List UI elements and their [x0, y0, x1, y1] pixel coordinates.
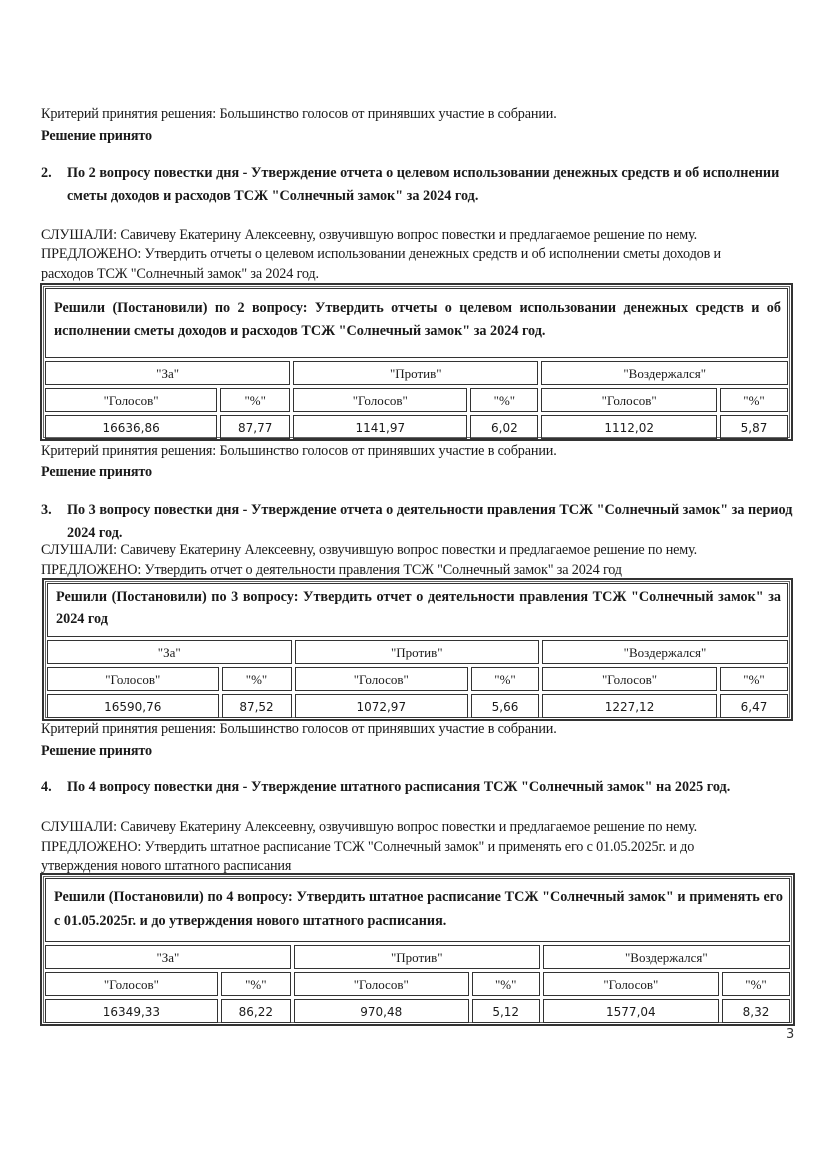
- for-votes-value: 16590,76: [47, 694, 219, 718]
- result-text-q3: Решение принято: [41, 743, 152, 759]
- result-text-q2: Решение принято: [41, 464, 152, 480]
- abstained-percent-value: 6,47: [720, 694, 788, 718]
- abstained-votes-value: 1227,12: [542, 694, 717, 718]
- question-heading-text: По 2 вопросу повестки дня - Утверждение отчета о целевом использовании денежных средств и об исполнении сметы доходов и расходов ТСЖ "Солнечный замок" за 2024 год.: [67, 165, 780, 204]
- header-for: "За": [45, 945, 291, 969]
- for-percent-value: 87,77: [220, 415, 290, 439]
- question-number: 3.: [41, 502, 52, 518]
- header-percent: "%": [221, 972, 291, 996]
- header-votes: "Голосов": [47, 667, 219, 691]
- question-heading-4: [41, 776, 801, 799]
- decision-text: Решили (Постановили) по 3 вопросу: Утвердить отчет о деятельности правления ТСЖ "Солнечный замок" за 2024 год: [47, 583, 788, 637]
- result-text-q1: Решение принято: [41, 128, 152, 144]
- abstained-percent-value: 8,32: [722, 999, 790, 1023]
- header-votes: "Голосов": [295, 667, 469, 691]
- header-percent: "%": [471, 667, 539, 691]
- against-percent-value: 5,66: [471, 694, 539, 718]
- proposed-text-q2-cont: расходов ТСЖ "Солнечный замок" за 2024 год.: [41, 266, 319, 282]
- for-votes-value: 16349,33: [45, 999, 218, 1023]
- criterion-text-q2: Критерий принятия решения: Большинство голосов от принявших участие в собрании.: [41, 443, 557, 459]
- question-number: 2.: [41, 165, 52, 181]
- header-votes: "Голосов": [542, 667, 717, 691]
- decision-text: Решили (Постановили) по 2 вопросу: Утвердить отчеты о целевом использовании денежных средств и об исполнении сметы доходов и расходов ТСЖ "Солнечный замок" за 2024 год.: [45, 288, 788, 358]
- header-percent: "%": [722, 972, 790, 996]
- against-votes-value: 970,48: [294, 999, 469, 1023]
- header-for: "За": [47, 640, 292, 664]
- proposed-text-q4: ПРЕДЛОЖЕНО: Утвердить штатное расписание ТСЖ "Солнечный замок" и применять его с 01.05.2025г. и до: [41, 839, 695, 855]
- against-votes-value: 1141,97: [293, 415, 467, 439]
- question-heading-text: По 4 вопросу повестки дня - Утверждение штатного расписания ТСЖ "Солнечный замок" на 2025 год.: [67, 779, 731, 795]
- header-against: "Против": [294, 945, 540, 969]
- heard-text-q4: СЛУШАЛИ: Савичеву Екатерину Алексеевну, озвучившую вопрос повестки и предлагаемое решение по нему.: [41, 819, 698, 835]
- header-votes: "Голосов": [45, 388, 217, 412]
- header-percent: "%": [470, 388, 538, 412]
- vote-grid: [47, 640, 788, 718]
- header-for: "За": [45, 361, 290, 385]
- header-votes: "Голосов": [45, 972, 218, 996]
- proposed-text-q4-cont: утверждения нового штатного расписания: [41, 858, 292, 874]
- header-percent: "%": [720, 667, 788, 691]
- vote-table-q2: [40, 283, 793, 441]
- header-percent: "%": [472, 972, 540, 996]
- header-abstained: "Воздержался": [541, 361, 788, 385]
- header-votes: "Голосов": [293, 388, 467, 412]
- header-against: "Против": [295, 640, 540, 664]
- for-percent-value: 87,52: [222, 694, 292, 718]
- against-percent-value: 5,12: [472, 999, 540, 1023]
- header-votes: "Голосов": [541, 388, 717, 412]
- heard-text-q3: СЛУШАЛИ: Савичеву Екатерину Алексеевну, озвучившую вопрос повестки и предлагаемое решение по нему.: [41, 542, 698, 558]
- for-percent-value: 86,22: [221, 999, 291, 1023]
- header-votes: "Голосов": [543, 972, 719, 996]
- criterion-text-q3: Критерий принятия решения: Большинство голосов от принявших участие в собрании.: [41, 721, 557, 737]
- header-abstained: "Воздержался": [542, 640, 788, 664]
- abstained-percent-value: 5,87: [720, 415, 788, 439]
- proposed-text-q3: ПРЕДЛОЖЕНО: Утвердить отчет о деятельности правления ТСЖ "Солнечный замок" за 2024 год: [41, 562, 622, 578]
- against-percent-value: 6,02: [470, 415, 538, 439]
- against-votes-value: 1072,97: [295, 694, 469, 718]
- header-percent: "%": [220, 388, 290, 412]
- header-percent: "%": [720, 388, 788, 412]
- question-heading-2: [41, 162, 801, 208]
- decision-text: Решили (Постановили) по 4 вопросу: Утвердить штатное расписание ТСЖ "Солнечный замок" и применять его с 01.05.2025г. и до утверждения нового штатного расписания.: [45, 878, 790, 942]
- question-number: 4.: [41, 779, 52, 795]
- vote-grid: [45, 361, 788, 439]
- for-votes-value: 16636,86: [45, 415, 217, 439]
- proposed-text-q2: ПРЕДЛОЖЕНО: Утвердить отчеты о целевом использовании денежных средств и об исполнении сметы доходов и: [41, 246, 721, 262]
- abstained-votes-value: 1577,04: [543, 999, 719, 1023]
- vote-grid: [45, 945, 790, 1023]
- question-heading-text: По 3 вопросу повестки дня - Утверждение отчета о деятельности правления ТСЖ "Солнечный замок" за период 2024 год.: [67, 502, 793, 541]
- header-abstained: "Воздержался": [543, 945, 790, 969]
- question-heading-3: [41, 499, 801, 545]
- criterion-text-q1: Критерий принятия решения: Большинство голосов от принявших участие в собрании.: [41, 106, 557, 122]
- vote-table-q3: [42, 578, 793, 721]
- vote-table-q4: [40, 873, 795, 1026]
- header-against: "Против": [293, 361, 538, 385]
- abstained-votes-value: 1112,02: [541, 415, 717, 439]
- header-percent: "%": [222, 667, 292, 691]
- heard-text-q2: СЛУШАЛИ: Савичеву Екатерину Алексеевну, озвучившую вопрос повестки и предлагаемое решение по нему.: [41, 227, 698, 243]
- page-number: 3: [786, 1027, 795, 1042]
- header-votes: "Голосов": [294, 972, 469, 996]
